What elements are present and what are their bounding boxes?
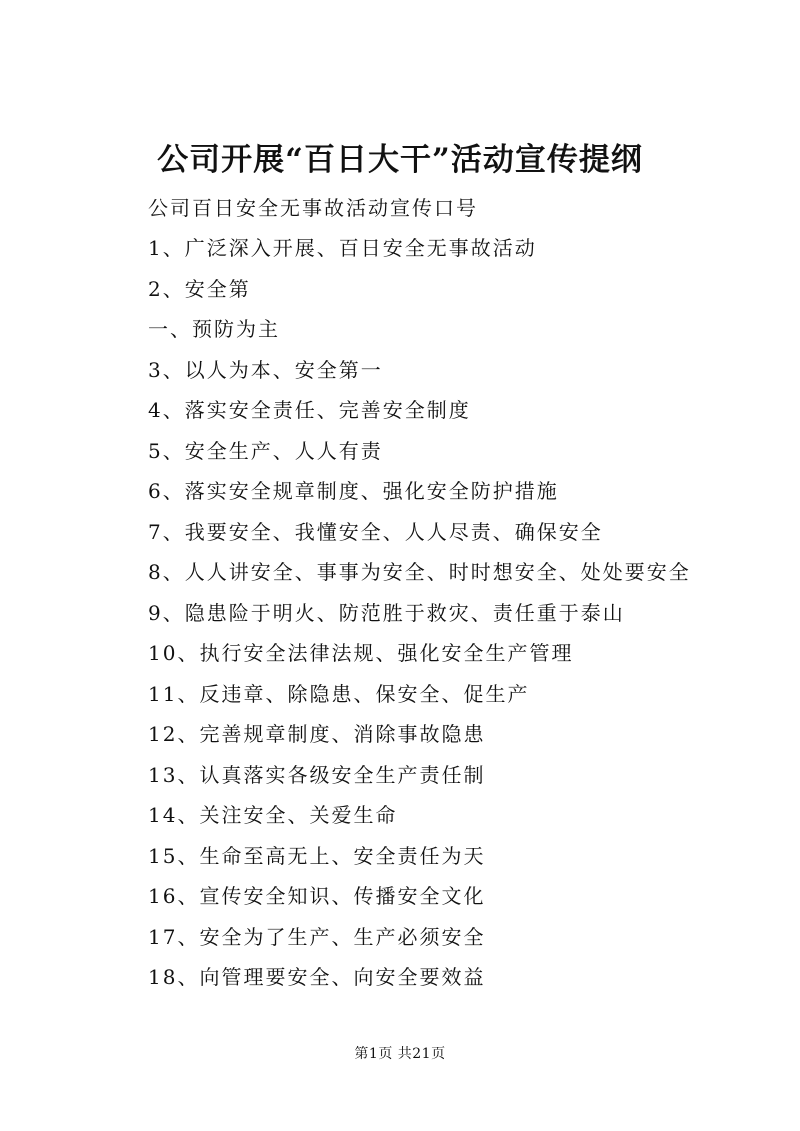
document-subtitle: 公司百日安全无事故活动宣传口号 xyxy=(148,196,478,220)
slogan-line: 11、反违章、除隐患、保安全、促生产 xyxy=(148,681,530,706)
slogan-line: 5、安全生产、人人有责 xyxy=(148,438,383,463)
slogan-line: 10、执行安全法律法规、强化安全生产管理 xyxy=(148,641,574,665)
document-title: 公司开展“百日大干”活动宣传提纲 xyxy=(157,142,643,178)
slogan-line: 9、隐患险于明火、防范胜于救灾、责任重于泰山 xyxy=(148,600,625,625)
slogan-line: 15、生命至高无上、安全责任为天 xyxy=(148,843,486,868)
slogan-line: 18、向管理要安全、向安全要效益 xyxy=(148,965,486,989)
slogan-line: 7、我要安全、我懂安全、人人尽责、确保安全 xyxy=(148,519,603,544)
slogan-line: 2、安全第 xyxy=(148,276,251,301)
slogan-line: 3、以人为本、安全第一 xyxy=(148,357,383,382)
slogan-line: 17、安全为了生产、生产必须安全 xyxy=(148,924,486,949)
slogan-list xyxy=(148,231,691,1001)
slogan-line: 一、预防为主 xyxy=(148,317,280,341)
slogan-line: 4、落实安全责任、完善安全制度 xyxy=(148,398,471,422)
slogan-line: 16、宣传安全知识、传播安全文化 xyxy=(148,884,486,908)
slogan-line: 13、认真落实各级安全生产责任制 xyxy=(148,762,486,787)
slogan-line: 6、落实安全规章制度、强化安全防护措施 xyxy=(148,479,559,503)
slogan-line: 14、关注安全、关爱生命 xyxy=(148,803,398,827)
slogan-line: 1、广泛深入开展、百日安全无事故活动 xyxy=(148,236,537,260)
page-footer: 第1页 共21页 xyxy=(354,1046,446,1062)
slogan-line: 12、完善规章制度、消除事故隐患 xyxy=(148,722,486,746)
slogan-line: 8、人人讲安全、事事为安全、时时想安全、处处要安全 xyxy=(148,560,691,584)
